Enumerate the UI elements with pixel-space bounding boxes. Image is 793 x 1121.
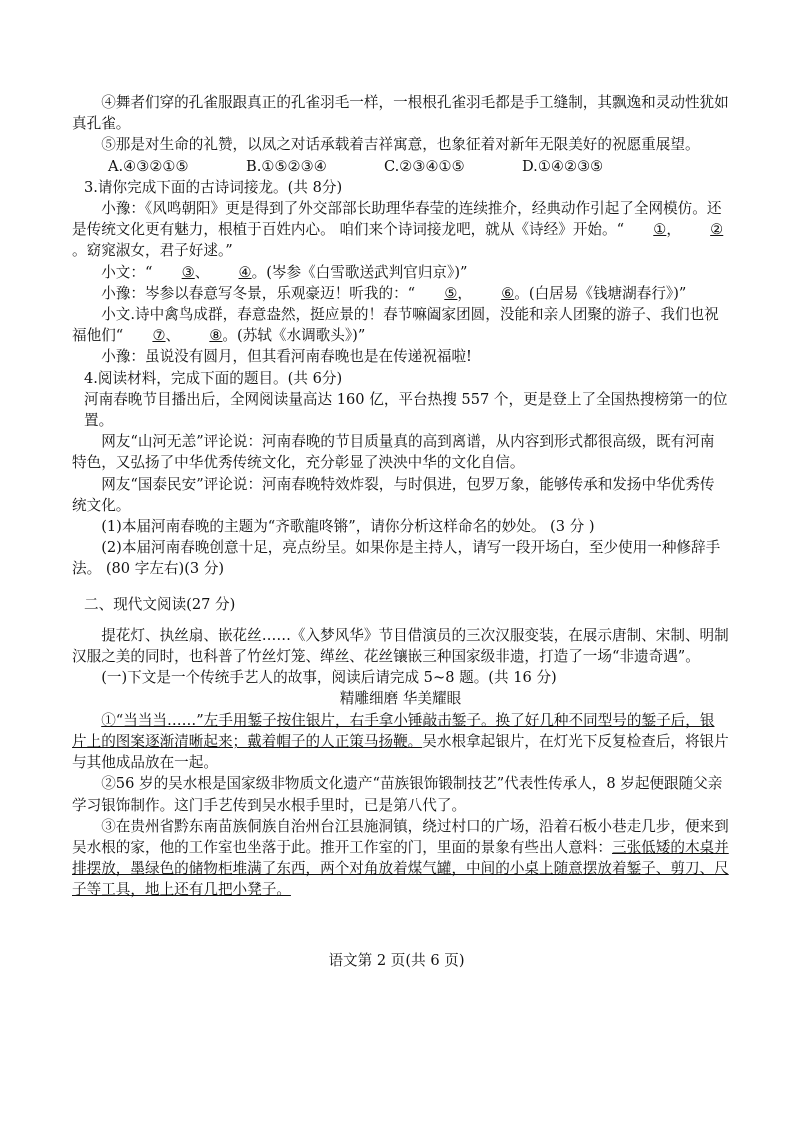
q3-text: 、 <box>194 263 210 281</box>
q3-text: 小文：“ <box>101 263 153 281</box>
section-2-title: 二、现代文阅读(27 分) <box>84 595 236 613</box>
q3-para-2 <box>72 262 729 283</box>
q4-sub-1: (1)本届河南春晚的主题为“齐歌龍咚锵”，请你分析这样命名的妙处。 (3 分 ) <box>101 518 595 536</box>
choice-c: C.②③④①⑤ <box>384 157 465 175</box>
article-para-2: ②56 岁的吴水根是国家级非物质文化遗产“苗族银饰锻制技艺”代表性传承人，8 岁起便跟随父亲学习银饰制作。这门手艺传到吴水根手里时，已是第八代了。 <box>72 775 723 814</box>
q4-para-2: 网友“山河无恙”评论说：河南春晚的节目质量真的高到离谱，从内容到形式都很高级，既有河南特色，又弘扬了中华优秀传统文化，充分彰显了泱泱中华的文化自信。 <box>72 433 715 472</box>
q3-text: 小文.诗中禽鸟成群，春意盎然，挺应景的！春节嘛阖家团圆，没能和亲人团聚的游子、我们也祝福他们“ <box>72 306 719 345</box>
blank-8: ⑧ <box>209 327 223 345</box>
q4-sub-2: (2)本届河南春晚创意十足，亮点纷呈。如果你是主持人，请写一段开场白，至少使用一种修辞手法。 (80 字左右)(3 分) <box>72 539 721 578</box>
article-text: 吴水根拿起银片，在灯光下反复检查后，将银片与其他成品放在一起。 <box>72 732 729 772</box>
blank-7: ⑦ <box>152 327 166 345</box>
q3-text: 。(白居易《钱塘湖春行》)” <box>514 284 687 302</box>
q4-title: 4.阅读材料，完成下面的题目。(共 6分) <box>84 369 343 387</box>
q3-text: 。窈窕淑女，君子好逑。” <box>72 242 233 260</box>
q3-para-5: 小豫：虽说没有圆月，但其看河南春晚也是在传递祝福啦! <box>101 348 472 366</box>
article-para-1 <box>72 710 729 774</box>
blank-2: ② <box>710 221 724 239</box>
underlined-text: ①“当当当……”左手用錾子按住银片，右手拿小锤敲击錾子。换了好几种不同型号的錾子后，银片上的图案逐渐清晰起来；戴着帽子的人正策马扬鞭。 <box>72 711 715 750</box>
option-line-4: ④舞者们穿的孔雀服跟真正的孔雀羽毛一样，一根根孔雀羽毛都是手工缝制，其飘逸和灵动性犹如真孔雀。 <box>72 94 729 133</box>
article-title: 精雕细磨 华美耀眼 <box>339 690 462 708</box>
q3-text: 。(苏轼《水调歌头》)” <box>222 327 366 345</box>
q3-para-3 <box>72 283 729 304</box>
q3-text: ， <box>457 284 473 302</box>
choice-d: D.①④②③⑤ <box>522 157 604 175</box>
underlined-text: 三张低矮的木桌并排摆放，墨绿色的储物柜堆满了东西，两个对角放着煤气罐，中间的小桌上随意摆放着錾子、剪刀、尺子等工具，地上还有几把小凳子。 <box>72 838 729 899</box>
blank-4: ④ <box>238 263 252 281</box>
q4-para-3: 网友“国泰民安”评论说：河南春晚特效炸裂，与时俱进，包罗万象，能够传承和发扬中华优秀传统文化。 <box>72 475 715 514</box>
article-text: ③在贵州省黔东南苗族侗族自治州台江县施洞镇，绕过村口的广场，沿着石板小巷走几步，便来到吴水根的家，他的工作室也坐落于此。推开工作室的门，里面的景象有些出人意料： <box>72 817 729 856</box>
q3-para-4 <box>72 304 729 346</box>
blank-5: ⑤ <box>444 284 458 302</box>
section-2-intro: 提花灯、执丝扇、嵌花丝……《入梦风华》节目借演员的三次汉服变装，在展示唐制、宋制、明制汉服之美的同时，也科普了竹丝灯笼、缂丝、花丝镶嵌三种国家级非遗，打造了一场“非遗奇遇”。 <box>72 626 729 666</box>
choice-a: A.④③②①⑤ <box>108 157 189 175</box>
blank-1: ① <box>653 221 667 239</box>
blank-6: ⑥ <box>501 284 515 302</box>
q3-text: 小豫：岑参以春意写冬景，乐观豪迈！听我的：“ <box>101 284 416 302</box>
q3-text: ， <box>666 221 681 239</box>
q3-text: 。(岑参《白雪歌送武判官归京》)” <box>251 263 468 281</box>
q3-para-1 <box>72 198 729 262</box>
article-para-3 <box>72 816 729 901</box>
q4-para-1: 河南春晚节目播出后，全网阅读量高达 160 亿，平台热搜 557 个，更是登上了全国热搜榜第一的位置。 <box>84 390 728 430</box>
choice-row <box>72 156 729 177</box>
q3-title: 3.请你完成下面的古诗词接龙。(共 8分) <box>84 178 343 196</box>
blank-3: ③ <box>181 263 195 281</box>
choice-b: B.①⑤②③④ <box>246 157 327 175</box>
option-line-5: ⑤那是对生命的礼赞，以凤之对话承载着吉祥寓意，也象征着对新年无限美好的祝愿重展望。 <box>101 136 700 154</box>
section-2-sub: (一)下文是一个传统手艺人的故事，阅读后请完成 5~8 题。(共 16 分) <box>101 669 557 687</box>
q3-text: 小豫：《风鸣朝阳》更是得到了外交部部长助理华春莹的连续推介，经典动作引起了全网模仿。还是传统文化更有魅力，根植于百姓内心。 咱们来个诗词接龙吧，就从《诗经》开始。“ <box>72 200 722 239</box>
page-footer: 语文第 2 页(共 6 页) <box>328 952 465 969</box>
q3-text: 、 <box>165 327 181 345</box>
